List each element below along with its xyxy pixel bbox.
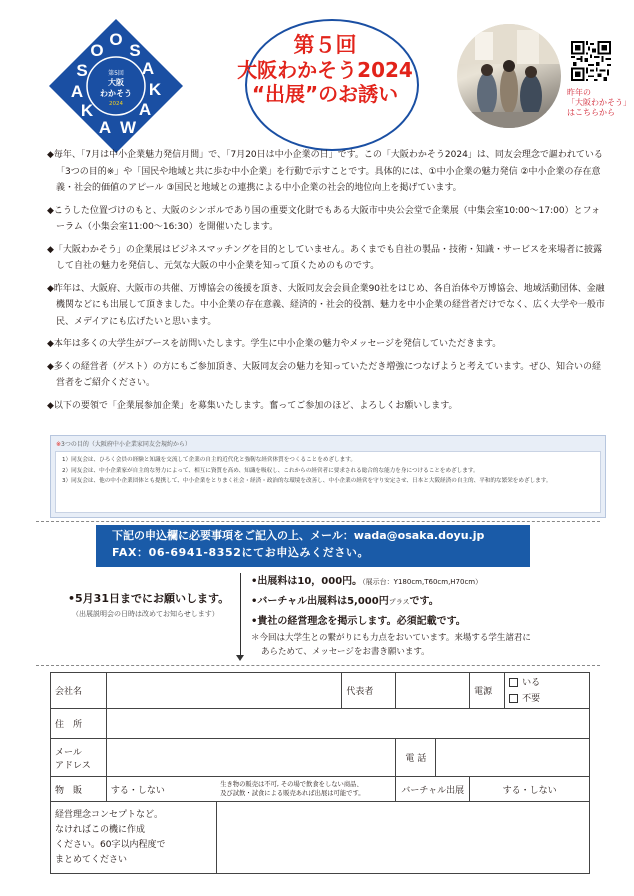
power-yes-checkbox[interactable] <box>509 678 518 687</box>
arrow-down-icon <box>236 655 244 661</box>
svg-text:わかそう: わかそう <box>100 89 132 98</box>
svg-text:K: K <box>80 101 94 120</box>
bullet-item: ◆ 毎年、「7月は中小企業魅力発信月間」で、「7月20日は中小企業の日」です。この「大阪わかそう2024」は、同友会理念で謳われている「3つの目的※」や「国民や地域と共に歩む中小企業」を行動で示すことです。具体的には、①中小企業の魅力発信 ②中小企業の存在意義・社会的価値のアピール ③国民と地域との連携による中小企業の社会的地位向上を掲げています。 <box>47 147 607 197</box>
apply-email-line[interactable]: 下記の申込欄に必要事項をご記入の上、メール：wada@osaka.doyu.jp <box>112 529 485 542</box>
virtual-label: バーチャル出展 <box>396 777 470 802</box>
qr-code-icon[interactable] <box>571 41 611 81</box>
company-label: 会社名 <box>51 673 107 709</box>
note-item: 3）同友会は、他の中小企業団体とも提携して、中小企業をとりまく社会・経済・政治的な環境を改善し、中小企業の経営を守り安定させ、日本と大阪経済の自主的、平和的な繁栄をめざします。 <box>62 478 552 484</box>
cut-line <box>36 665 600 666</box>
svg-text:O: O <box>90 41 104 60</box>
fee-virtual: •バーチャル出展料は5,000円プラスです。 <box>251 596 439 607</box>
note-item: 2）同友会は、中小企業家が自主的な努力によって、相互に資質を高め、知識を吸収し、これからの経営者に要求される総合的な能力を身につけることをめざします。 <box>62 467 479 474</box>
deadline: •5月31日までにお願いします。 <box>68 592 230 605</box>
representative-label: 代表者 <box>342 673 396 709</box>
phone-field[interactable] <box>436 739 590 777</box>
qr-caption: 昨年の 「大阪わかそう」 はこちらから <box>567 88 631 117</box>
fee-info <box>251 572 611 659</box>
three-purposes-box <box>50 435 606 518</box>
bullet-item: ◆ 「大阪わかそう」の企業展はビジネスマッチングを目的としていません。あくまでも自社の製品・技術・知識・サービスを来場者に披露して自社の魅力を発信し、元気な大阪の中小企業を知って頂くためのものです。 <box>47 242 607 275</box>
power-no-checkbox[interactable] <box>509 694 518 703</box>
cut-line <box>36 521 600 522</box>
svg-text:第5回: 第5回 <box>108 70 124 77</box>
svg-text:S: S <box>129 41 141 60</box>
svg-text:A: A <box>70 82 84 101</box>
sales-note: 生き物の販売は不可, その場で飲食をしない商品、 及び試飲・試食による販売あれば出展は可能です。 <box>216 777 396 802</box>
title-line-3: “出展”のお誘い <box>251 82 399 107</box>
philosophy-required: •貴社の経営理念を掲示します。必須記載です。 <box>251 616 466 627</box>
bullet-item: ◆ 多くの経営者（ゲスト）の方にもご参加頂き、大阪同友会の魅力を知っていただき増強につなげようと考えています。ぜひ、知合いの経営者をご紹介ください。 <box>47 359 607 392</box>
svg-text:A: A <box>141 59 155 78</box>
svg-text:2024: 2024 <box>109 101 123 107</box>
phone-label: 電 話 <box>396 739 436 777</box>
osaka-wakaso-logo <box>47 17 185 155</box>
virtual-option[interactable]: する・しない <box>470 777 590 802</box>
email-field[interactable] <box>106 739 395 777</box>
note-title: ※3つの目的（大阪府中小企業家同友会規約から） <box>56 441 191 448</box>
concept-label: 経営理念コンセプトなど。 なければこの機に作成 ください。60字以内程度で まとめてください <box>51 802 217 874</box>
representative-field[interactable] <box>396 673 470 709</box>
apply-fax-line: FAX：06-6941-8352にてお申込みください。 <box>112 546 370 559</box>
svg-text:K: K <box>148 80 162 99</box>
intro-bullets <box>47 147 607 420</box>
address-field[interactable] <box>106 709 589 739</box>
bullet-item: ◆ 本年は多くの大学生がブースを訪問いたします。学生に中小企業の魅力やメッセージを発信していただきます。 <box>47 336 607 353</box>
deadline-note: （出展説明会の日時は改めてお知らせします） <box>72 610 219 618</box>
title-line-2: 大阪わかそう2024 <box>237 58 413 83</box>
page-title <box>210 34 440 105</box>
note-list <box>55 451 601 513</box>
svg-text:大阪: 大阪 <box>108 78 124 87</box>
title-line-1: 第５回 <box>293 33 357 57</box>
bullet-item: ◆ 昨年は、大阪府、大阪市の共催、万博協会の後援を頂き、大阪同友会会員企業90社をはじめ、各自治体や万博協会、地域活動団体、金融機関などにも出展して頂きました。中小企業の存在意義、経済的・社会的役割、魅力を中小企業の経営者だけでなく、広く大学や一般市民、メデイアにも広げたいと思います。 <box>47 281 607 331</box>
bullet-item: ◆ 以下の要領で「企業展参加企業」を募集いたします。奮ってご参加のほど、よろしくお願いします。 <box>47 398 607 415</box>
svg-text:S: S <box>76 61 88 80</box>
email-label: メール アドレス <box>51 739 107 777</box>
sales-option[interactable]: する・しない <box>106 777 216 802</box>
svg-text:A: A <box>138 100 152 119</box>
sales-label: 物 販 <box>51 777 107 802</box>
power-options: いる 不要 <box>505 673 590 709</box>
fee-booth: •出展料は10，000円。（展示台：Y180cm,T60cm,H70cm） <box>251 576 483 587</box>
concept-field[interactable] <box>216 802 589 874</box>
student-note: ＊今回は大学生との繋がりにも力点をおいています。来場する学生諸君に あらためて、メッセージをお書き願います。 <box>251 633 531 657</box>
address-label: 住 所 <box>51 709 107 739</box>
event-photo <box>457 24 561 128</box>
power-label: 電源 <box>470 673 505 709</box>
company-field[interactable] <box>106 673 341 709</box>
note-item: 1）同友会は、ひろく会員の経験と知識を交流して企業の自主的近代化と強靭な経営体質をつくることをめざします。 <box>62 457 356 463</box>
svg-text:W: W <box>119 118 137 137</box>
bullet-item: ◆ こうした位置づけのもと、大阪のシンボルであり国の重要文化財でもある大阪市中央公会堂で企業展（中集会室10:00～17:00）とフォーラム（小集会室11:00～16:30）を開催いたします。 <box>47 203 607 236</box>
svg-text:O: O <box>109 30 123 49</box>
divider-line <box>240 573 241 658</box>
application-form <box>50 672 590 874</box>
application-banner <box>96 525 530 567</box>
svg-text:A: A <box>98 118 112 137</box>
